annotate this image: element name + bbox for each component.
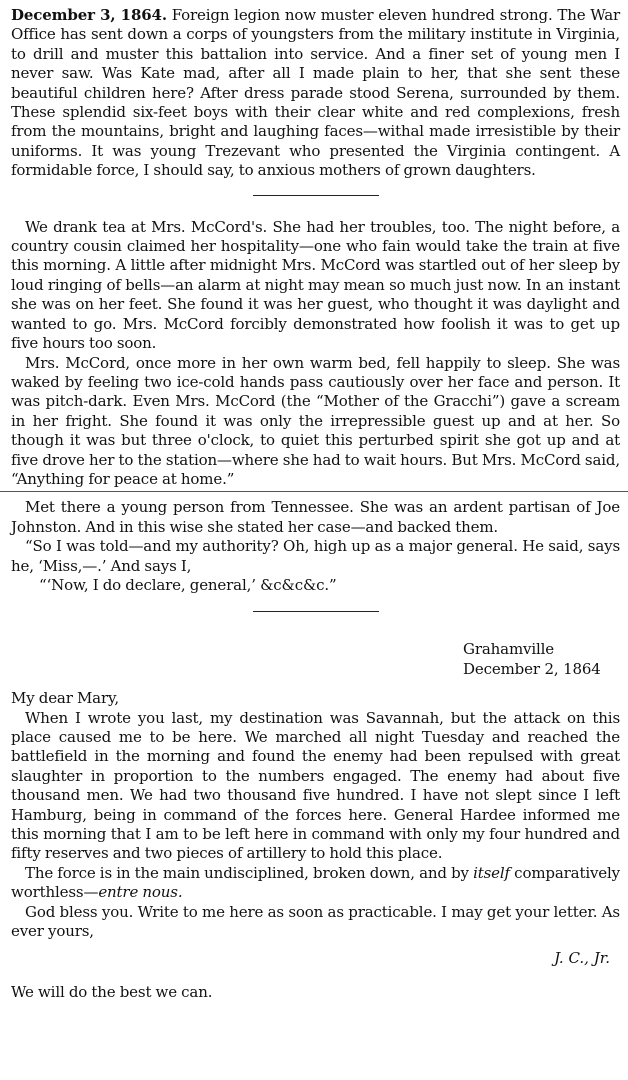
tennessee-paragraph-2: “So I was told—and my authority? Oh, high up as a major general. He said, says he, ‘Miss,—.’ And says I, (11, 537, 620, 575)
letter-paragraph-1: When I wrote you last, my destination was Savannah, but the attack on this place caused me to be here. We marched all night Tuesday and reached the battlefield in the morning and found the enemy had been repulsed with great slaughter in proportion to the numbers engaged. The enemy had about five thousand men. We had two thousand five hundred. I have not slept since I left Hamburg, being in command of the forces here. General Hardee informed me this morning that I am to be left here in command with only my four hundred and fifty reserves and two pieces of artillery to hold this place. (11, 708, 620, 863)
closing-line: We will do the best we can. (11, 982, 213, 1001)
letter-salutation: My dear Mary, (11, 689, 119, 708)
section-divider (253, 611, 379, 612)
entry-dec-3 (11, 6, 620, 181)
letter-signature: J. C., Jr. (554, 949, 610, 968)
mccord-paragraph-1: We drank tea at Mrs. McCord's. She had her troubles, too. The night before, a country cousin claimed her hospitality—one who fain would take the train at five this morning. A little after midnight Mrs. McCord was startled out of her sleep by loud ringing of bells—an alarm at night may mean so much just now. In an instant she was on her feet. She found it was her guest, who thought it was daylight and wanted to go. Mrs. McCord forcibly demonstrated how foolish it was to get up five hours too soon. (11, 217, 620, 353)
letter-place: Grahamville (463, 640, 555, 659)
letter-paragraph-2: The force is in the main undisciplined, broken down, and by itself comparatively worthless—entre nous. (11, 863, 620, 902)
tennessee-paragraph-1: Met there a young person from Tennessee. She was an ardent partisan of Joe Johnston. And in this wise she stated her case—and backed them. (11, 498, 620, 536)
tennessee-paragraph-3: “‘Now, I do declare, general,’ &c&c&c.” (39, 575, 337, 594)
emphasis-itself: itself (473, 863, 510, 882)
section-divider (253, 195, 379, 196)
emphasis-entre-nous: entre nous. (98, 883, 183, 902)
letter-date: December 2, 1864 (463, 659, 601, 678)
letter-paragraph-3: God bless you. Write to me here as soon as practicable. I may get your letter. As ever yours, (11, 902, 620, 941)
entry-dec-3-text: Foreign legion now muster eleven hundred strong. The War Office has sent down a corps of youngsters from the military institute in Virginia, to drill and muster this battalion into service. And a finer set of young men I never saw. Was Kate mad, after all I made plain to her, that she sent these beautiful children here? After dress parade stood Serena, surrounded by them. These splendid six-feet boys with their clear white and red complexions, fresh from the mountains, bright and laughing faces—withal made irresistible by their uniforms. It was young Trezevant who presented the Virginia contingent. A formidable force, I should say, to anxious mothers of grown daughters. (11, 6, 621, 180)
entry-date-heading: December 3, 1864. (11, 6, 167, 24)
mccord-paragraph-2: Mrs. McCord, once more in her own warm bed, fell happily to sleep. She was waked by feeling two ice-cold hands pass cautiously over her face and person. It was pitch-dark. Even Mrs. McCord (the “Mother of the Gracchi”) gave a scream in her fright. She found it was only the irrepressible guest up and at her. So though it was but three o'clock, to quiet this perturbed spirit she got up and at five drove her to the station—where she had to wait hours. But Mrs. McCord said, “Anything for peace at home.” (11, 353, 620, 488)
